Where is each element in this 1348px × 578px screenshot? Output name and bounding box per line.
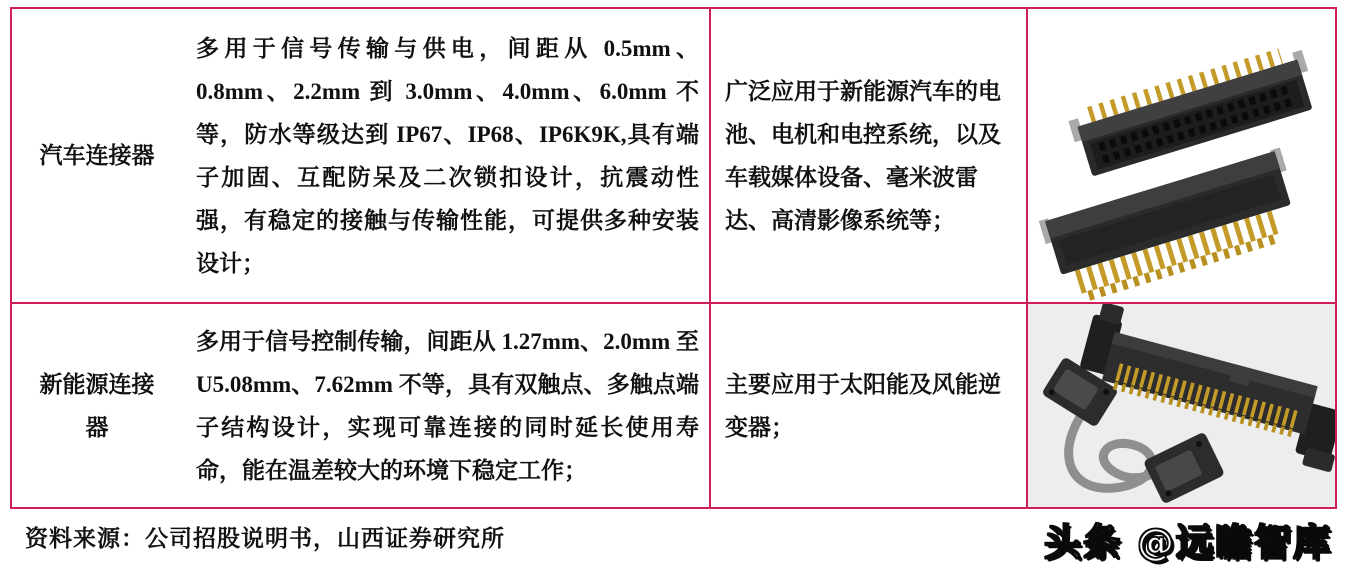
product-image-new-energy: [1026, 302, 1335, 507]
applications-text: 主要应用于太阳能及风能逆变器；: [725, 371, 1001, 440]
features-automotive: [182, 9, 709, 302]
connector-table: [10, 7, 1337, 509]
features-new-energy: [182, 302, 709, 507]
watermark-toutiao: 头条 @远瞻智库: [1044, 521, 1332, 564]
product-image-automotive: [1026, 9, 1335, 302]
pin-header-cable-image: [1028, 304, 1335, 507]
applications-new-energy: [709, 302, 1026, 507]
features-text: 多用于信号控制传输，间距从 1.27mm、2.0mm 至 U5.08mm、7.62mm 不等，具有双触点、多触点端子结构设计，实现可靠连接的同时延长使用寿命，能在温差较大的环境下稳定工作；: [196, 328, 699, 483]
product-name-new-energy: [12, 302, 182, 507]
product-name-label: 汽车连接器: [39, 143, 155, 168]
source-note: 资料来源：公司招股说明书，山西证券研究所: [25, 526, 505, 551]
features-text: 多用于信号传输与供电，间距从 0.5mm、0.8mm、2.2mm 到 3.0mm、4.0mm、6.0mm 不等，防水等级达到 IP67、IP68、IP6K9K,具有端子加固、互配防呆及二次锁扣设计，抗震动性强，有稳定的接触与传输性能，可提供多种安装设计；: [196, 35, 699, 276]
board-to-board-connectors-image: [1028, 10, 1335, 301]
applications-text: 广泛应用于新能源汽车的电池、电机和电控系统，以及车载媒体设备、毫米波雷达、高清影像系统等；: [725, 78, 1001, 233]
product-name-label: 新能源连接器: [39, 371, 155, 440]
product-name-automotive: [12, 9, 182, 302]
applications-automotive: [709, 9, 1026, 302]
